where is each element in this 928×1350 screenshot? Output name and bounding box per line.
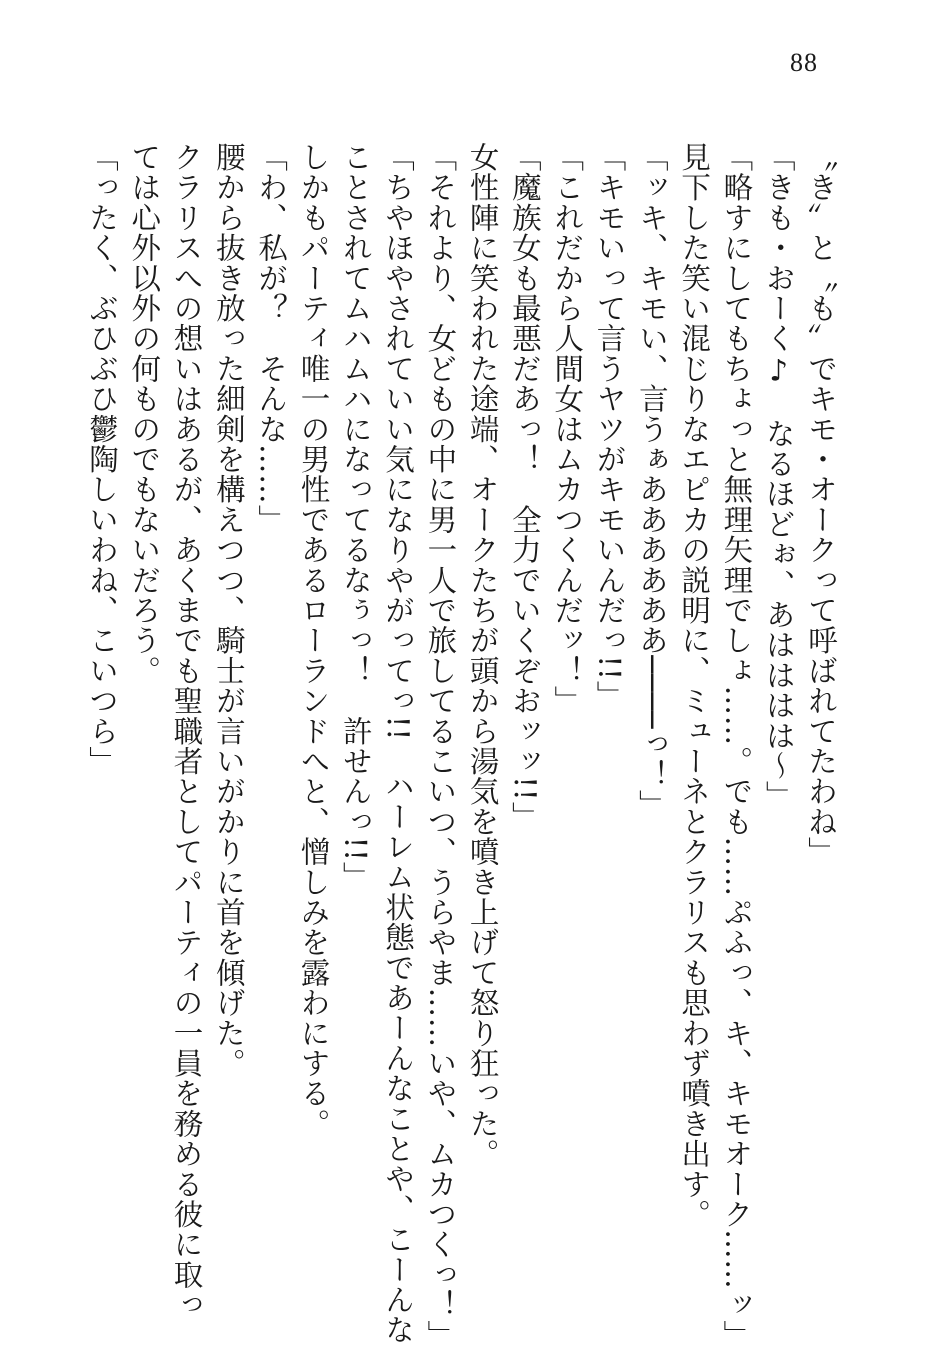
text-line: 女性陣に笑われた途端、オークたちが頭から湯気を噴き上げて怒り狂った。 (465, 142, 500, 1169)
page-number: 88 (790, 48, 818, 77)
text-line: 「ッキ、キモい、言うぁああああああ────っ！」 (634, 142, 669, 820)
text-line: 〝き〟と〝も〟でキモ・オークって呼ばれてたわね」 (804, 142, 838, 867)
text-line: 「魔族女も最悪だあっ！ 全力でいくぞおッッ!!」 (507, 142, 542, 832)
text-line: 「略すにしてもちょっと無理矢理でしょ……。でも……ぷふっ、キ、キモオーク……ッ」 (719, 142, 754, 1350)
text-line: 「わ、私が？ そんな……」 (254, 142, 289, 535)
text-line: しかもパーティ唯一の男性であるローランドへと、憎しみを露わにする。 (296, 142, 331, 1139)
text-line: 「きも・おーく♪ なるほどぉ、あはははは〜」 (761, 142, 796, 811)
text-line: ては心外以外の何ものでもないだろう。 (127, 142, 162, 686)
text-line: 腰から抜き放った細剣を構えつつ、騎士が言いがかりに首を傾げた。 (211, 142, 246, 1079)
text-line: 「これだから人間女はムカつくんだッ！」 (550, 142, 585, 716)
text-line: 見下した笑い混じりなエピカの説明に、ミューネとクラリスも思わず噴き出す。 (677, 142, 712, 1230)
text-line: クラリスへの想いはあるが、あくまでも聖職者としてパーティの一員を務める彼に取っ (169, 142, 204, 1320)
text-line: ことされてムハムハになってるなぅっ！ 許せんっ!!」 (338, 142, 373, 892)
novel-body-text (84, 142, 842, 1350)
text-line: 「ちやほやされていい気になりやがってっ!! ハーレム状態であーんなことや、こーんな (381, 142, 416, 1345)
text-line: 「ったく、ぶひぶひ鬱陶しいわね、こいつら」 (84, 142, 119, 777)
text-line: 「キモいって言うヤツがキモいんだっ!!」 (592, 142, 627, 711)
text-line: 「それより、女どもの中に男一人で旅してるこいつ、うらやま……いや、ムカつくっ！」 (423, 142, 458, 1350)
